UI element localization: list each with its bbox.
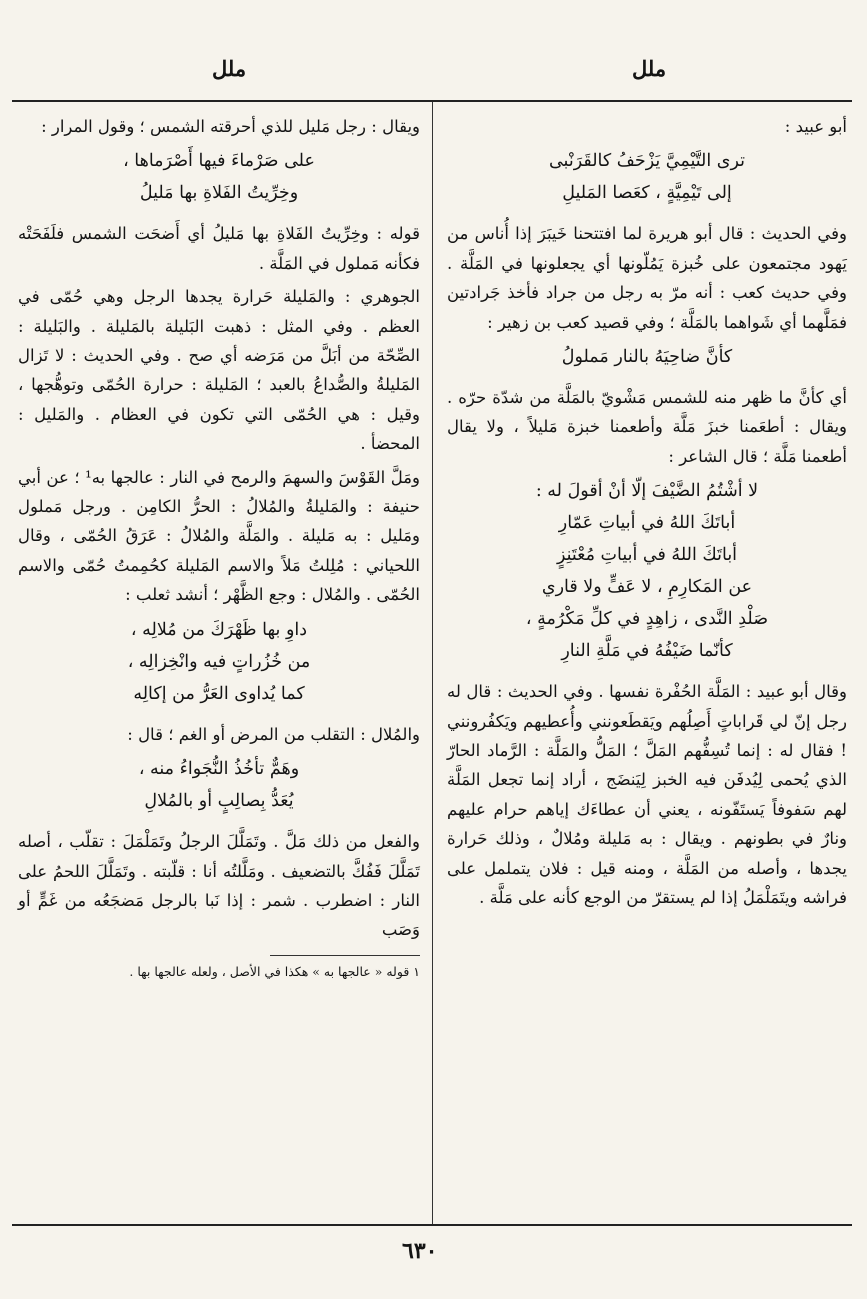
column-divider [432,102,433,1224]
verse-line: ترى التَّيْمِيَّ يَزْحَفُ كالقَرَنْبى [548,151,746,172]
paragraph: أي كأنَّ ما ظهر منه للشمس مَشْويّ بالمَلَّة من شدّة حرّه . ويقال : أطعَمنا خبزَ مَلَّة وأطعمنا خبزة مَليلاً ، ولا يقال أطعمنا مَلَّة ؛ قال الشاعر : [447,388,847,466]
footnote: ١ قوله « عالجها به » هكذا في الأصل ، ولعله عالجها بها . [129,963,420,979]
paragraph: قوله : وخِرِّيتُ الفَلاةِ بها مَليلُ أي أَضحَت الشمس فلَفَحَتْه فكأنه مَملول في المَلَّة . [18,224,420,273]
verse-line: من خُزُراتٍ فيه وانْخِزالِه ، [127,651,311,672]
footnote-rule [270,955,420,956]
footer-rule [12,1224,852,1226]
paragraph: ويقال : رجل مَليل للذي أحرقته الشمس ؛ وقول المرار : [41,117,420,136]
verse-line: أباتَكَ اللهُ في أبياتِ مُعْتَنِزٍ [556,545,738,566]
verse-line: وهَمٌّ تأخُذُ النُّجَواءُ منه ، [138,759,300,780]
paragraph: وفي الحديث : قال أبو هريرة لما افتتحنا خَيبَرَ إذا أُناس من يَهود مجتمعون على خُبزة يَمُلّونها أي يجعلونها في المَلَّة . وفي حديث كعب : أنه مرّ به رجل من جراد فأخذ جَرادتين فمَلَّهما أي شَواهما بالمَلَّة ؛ وفي قصيد كعب بن زهير : [447,224,847,332]
paragraph: أبو عبيد : [784,117,847,136]
paragraph: الجوهري : والمَليلة حَرارة يجدها الرجل وهي حُمّى في العظم . وفي المثل : ذهبت البَليلة بالمَليلة . والبَليلة : الصِّحّة من أبَلَّ من مَرَضه أي صح . وفي الحديث : لا تَزال المَليلةُ والصُّداعُ بالعبد ؛ المَليلة : حرارة الحُمّى وتوهُّجها ، وقيل : هي الحُمّى التي تكون في العظام . والمَليل : المحضأ . [18,287,420,454]
verse-line: صَلْدِ النَّدى ، زاهِدٍ في كلِّ مَكْرُمةٍ ، [525,609,769,630]
verse-line: إلى تَيْمِيَّةٍ ، كعَصا المَليلِ [562,183,732,204]
verse-line: كأنّما ضَيْفُهُ في مَلَّةِ النارِ [561,641,733,662]
running-header-right: ملل [632,56,667,81]
verse-line: داوِ بها ظَهْرَكَ من مُلالِه ، [130,619,308,640]
verse-line: أباتَكَ اللهُ في أبياتِ عَمّارِ [558,513,736,534]
verse-line: يُعَدُّ بِصالِبٍ أو بالمُلالِ [144,791,294,812]
verse-line: على صَرْماءَ فيها أَصْرَماها ، [123,151,315,172]
verse-block [447,341,847,373]
running-header-left: ملل [212,56,247,81]
paragraph: وقال أبو عبيد : المَلَّة الحُفْرة نفسها . وفي الحديث : قال له رجل إنّ لي قَراباتٍ أَصِلُهم ويَقطَعونني وأُعطيهم ويَكفُرونني ! فقال له : إنما تُسِفُّهم المَلَّ ؛ المَلُّ والمَلَّة : الرَّماد الحارّ الذي يُحمى لِيُدفَن فيه الخبز لِيَنضَج ، أراد إنما تجعل المَلَّة لهم سَفوفاً يَستَفّونه ، يعني أن عطاءَك إياهم حرام عليهم ونارٌ في بطونهم . ويقال : به مَليلة ومُلالٌ ، وذلك حَرارة يجدها ، وأصله من المَلَّة ، ومنه قيل : فلان يتململ على فراشه ويتَمَلْمَلُ إذا لم يستقرّ من الوجع كأنه على مَلَّة . [447,682,847,908]
verse-line: كما يُداوى العَرُّ من إكالِه [133,683,305,704]
paragraph: ومَلَّ القَوْسَ والسهمَ والرمح في النار : عالجها به¹ ؛ عن أبي حنيفة : والمَليلةُ والمُلالُ : الحرُّ الكامِن . ورجل مَملول ومَليل : به مَليلة . والمَلَّة والمُلالُ : عَرَقُ الحُمّى ، وقال اللحياني : مُلِلتُ مَلاً والاسم المَليلة كحُمِمتُ حُمّى والاسم الحُمّى . والمُلال : وجع الظَّهْر ؛ أنشد ثعلب : [18,467,420,605]
verse-block [18,145,420,209]
right-column [447,112,847,917]
verse-line: وخِرِّيتُ الفَلاةِ بها مَليلُ [139,183,299,204]
paragraph: والمُلال : التقلب من المرض أو الغم ؛ قال : [127,724,420,744]
verse-block [18,614,420,710]
verse-line: عن المَكارِمِ ، لا عَفٍّ ولا قاري [541,577,753,598]
page-number: ٦٣٠ [402,1238,438,1264]
verse-block [447,475,847,667]
left-column [18,112,420,982]
paragraph: والفعل من ذلك مَلَّ . وتَمَلَّلَ الرجلُ وتَمَلْمَلَ : تقلّب ، أصله تَمَلَّلَ فَفُكَّ بالتضعيف . ومَلَّلتُه أنا : قلّبته . وتَمَلَّلَ اللحمُ على النار : اضطرب . شمر : إذا نَبا بالرجل مَضجَعُه من غَمٍّ أو وَصَب [18,832,420,940]
verse-block [18,753,420,817]
verse-line: كأنَّ ضاحِيَهُ بالنار مَملولُ [561,347,733,368]
verse-line: لا أشْتُمُ الضَّيْفَ إلّا أنْ أقولَ له : [535,481,759,502]
verse-block [447,145,847,209]
